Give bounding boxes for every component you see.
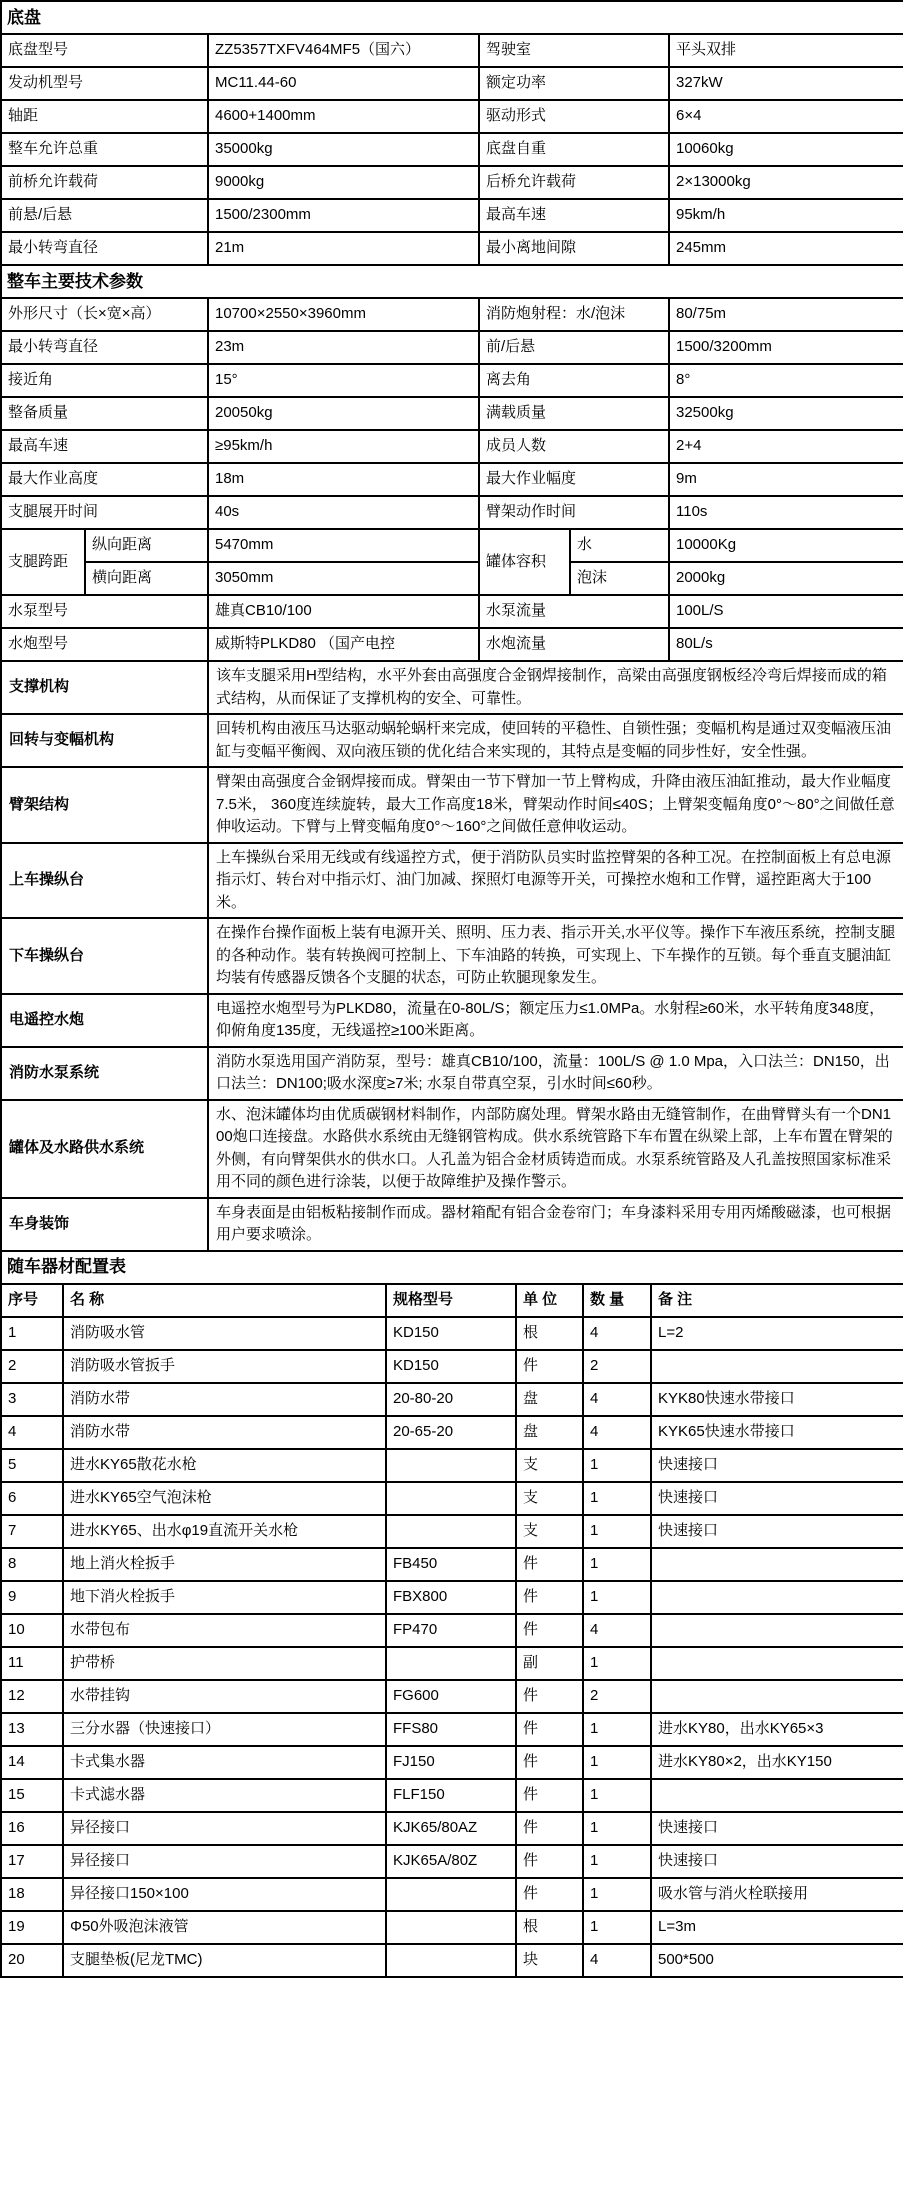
spec-value: 40s <box>208 496 479 529</box>
eq-note <box>651 1548 903 1581</box>
equipment-row <box>1 1581 903 1614</box>
spec-label: 后桥允许载荷 <box>479 166 669 199</box>
eq-unit: 支 <box>516 1482 583 1515</box>
spec-row <box>1 331 903 364</box>
section-header-chassis <box>1 1 903 34</box>
spec-value: 5470mm <box>208 529 479 562</box>
equipment-row <box>1 1449 903 1482</box>
eq-unit: 副 <box>516 1647 583 1680</box>
spec-label: 最大作业高度 <box>1 463 208 496</box>
spec-sublabel: 泡沫 <box>570 562 669 595</box>
eq-no: 9 <box>1 1581 63 1614</box>
spec-value: 雄真CB10/100 <box>208 595 479 628</box>
equipment-row <box>1 1515 903 1548</box>
eq-note: 快速接口 <box>651 1482 903 1515</box>
eq-name: 地下消火栓扳手 <box>63 1581 386 1614</box>
spec-row <box>1 463 903 496</box>
col-header-no: 序号 <box>1 1284 63 1317</box>
spec-value: 23m <box>208 331 479 364</box>
eq-qty: 2 <box>583 1350 651 1383</box>
spec-label: 水泵流量 <box>479 595 669 628</box>
eq-name: 异径接口 <box>63 1812 386 1845</box>
eq-no: 14 <box>1 1746 63 1779</box>
eq-no: 5 <box>1 1449 63 1482</box>
eq-qty: 4 <box>583 1416 651 1449</box>
eq-no: 6 <box>1 1482 63 1515</box>
eq-no: 2 <box>1 1350 63 1383</box>
spec-label: 臂架动作时间 <box>479 496 669 529</box>
feature-label: 支撑机构 <box>1 661 208 714</box>
eq-qty: 1 <box>583 1482 651 1515</box>
eq-note: 进水KY80，出水KY65×3 <box>651 1713 903 1746</box>
spec-row <box>1 133 903 166</box>
equipment-row <box>1 1779 903 1812</box>
spec-label: 消防炮射程：水/泡沫 <box>479 298 669 331</box>
eq-qty: 1 <box>583 1713 651 1746</box>
feature-row <box>1 714 903 767</box>
spec-label: 水炮型号 <box>1 628 208 661</box>
spec-value: ≥95km/h <box>208 430 479 463</box>
spec-value: 95km/h <box>669 199 903 232</box>
equipment-row <box>1 1548 903 1581</box>
spec-label: 满载质量 <box>479 397 669 430</box>
eq-note: KYK80快速水带接口 <box>651 1383 903 1416</box>
equipment-row <box>1 1713 903 1746</box>
feature-label: 电遥控水炮 <box>1 994 208 1047</box>
feature-row <box>1 918 903 994</box>
eq-no: 4 <box>1 1416 63 1449</box>
spec-row <box>1 100 903 133</box>
pump-table <box>0 594 903 662</box>
feature-label: 罐体及水路供水系统 <box>1 1100 208 1198</box>
eq-no: 12 <box>1 1680 63 1713</box>
eq-name: 支腿垫板(尼龙TMC) <box>63 1944 386 1977</box>
eq-name: 消防水带 <box>63 1416 386 1449</box>
eq-name: 消防吸水管 <box>63 1317 386 1350</box>
eq-unit: 件 <box>516 1548 583 1581</box>
feature-text: 在操作台操作面板上装有电源开关、照明、压力表、指示开关,水平仪等。操作下车液压系统，控制支腿的各种动作。装有转换阀可控制上、下车油路的转换，可实现上、下车操作的互锁。每个垂直支腿油缸均装有传感器反馈各个支腿的状态，可防止软腿现象发生。 <box>208 918 903 994</box>
eq-spec: FJ150 <box>386 1746 516 1779</box>
spec-value: 21m <box>208 232 479 265</box>
equipment-row <box>1 1746 903 1779</box>
eq-name: 异径接口 <box>63 1845 386 1878</box>
spec-row <box>1 562 903 595</box>
eq-no: 16 <box>1 1812 63 1845</box>
equipment-row <box>1 1383 903 1416</box>
eq-unit: 盘 <box>516 1383 583 1416</box>
section-header-equipment <box>1 1251 903 1284</box>
eq-unit: 件 <box>516 1350 583 1383</box>
feature-label: 上车操纵台 <box>1 843 208 919</box>
eq-qty: 4 <box>583 1383 651 1416</box>
eq-note <box>651 1680 903 1713</box>
eq-spec <box>386 1878 516 1911</box>
eq-spec: FLF150 <box>386 1779 516 1812</box>
spec-value: 1500/2300mm <box>208 199 479 232</box>
eq-name: 地上消火栓扳手 <box>63 1548 386 1581</box>
eq-note: KYK65快速水带接口 <box>651 1416 903 1449</box>
equipment-row <box>1 1911 903 1944</box>
eq-note: 快速接口 <box>651 1812 903 1845</box>
eq-name: 进水KY65散花水枪 <box>63 1449 386 1482</box>
eq-name: 三分水器（快速接口） <box>63 1713 386 1746</box>
spec-label: 支腿展开时间 <box>1 496 208 529</box>
eq-unit: 支 <box>516 1515 583 1548</box>
spec-value: 80L/s <box>669 628 903 661</box>
spec-value: 1500/3200mm <box>669 331 903 364</box>
eq-note: L=2 <box>651 1317 903 1350</box>
eq-qty: 4 <box>583 1317 651 1350</box>
spec-value: 100L/S <box>669 595 903 628</box>
spec-value: 4600+1400mm <box>208 100 479 133</box>
eq-unit: 件 <box>516 1614 583 1647</box>
section-title: 整车主要技术参数 <box>1 265 903 298</box>
eq-note: 快速接口 <box>651 1845 903 1878</box>
eq-spec <box>386 1647 516 1680</box>
eq-spec: FG600 <box>386 1680 516 1713</box>
eq-qty: 1 <box>583 1581 651 1614</box>
eq-note: 500*500 <box>651 1944 903 1977</box>
eq-name: 进水KY65空气泡沫枪 <box>63 1482 386 1515</box>
feature-label: 回转与变幅机构 <box>1 714 208 767</box>
eq-spec <box>386 1944 516 1977</box>
feature-label: 消防水泵系统 <box>1 1047 208 1100</box>
chassis-table <box>0 0 903 266</box>
spec-row <box>1 298 903 331</box>
feature-text: 回转机构由液压马达驱动蜗轮蜗杆来完成，使回转的平稳性、自锁性强；变幅机构是通过双变幅液压油缸与变幅平衡阀、双向液压锁的优化结合来实现的，其特点是变幅的同步性好，安全性强。 <box>208 714 903 767</box>
spec-label: 离去角 <box>479 364 669 397</box>
eq-unit: 件 <box>516 1680 583 1713</box>
col-header-note: 备 注 <box>651 1284 903 1317</box>
eq-qty: 1 <box>583 1548 651 1581</box>
eq-name: 护带桥 <box>63 1647 386 1680</box>
spec-label: 最小转弯直径 <box>1 331 208 364</box>
eq-qty: 1 <box>583 1779 651 1812</box>
spec-label: 整备质量 <box>1 397 208 430</box>
eq-qty: 2 <box>583 1680 651 1713</box>
equipment-row <box>1 1482 903 1515</box>
eq-qty: 1 <box>583 1812 651 1845</box>
equipment-row <box>1 1647 903 1680</box>
spec-value: 10700×2550×3960mm <box>208 298 479 331</box>
spec-value: 10000Kg <box>669 529 903 562</box>
eq-name: 水带包布 <box>63 1614 386 1647</box>
spec-label: 整车允许总重 <box>1 133 208 166</box>
eq-qty: 1 <box>583 1515 651 1548</box>
feature-row <box>1 767 903 843</box>
col-header-unit: 单 位 <box>516 1284 583 1317</box>
col-header-name: 名 称 <box>63 1284 386 1317</box>
eq-no: 1 <box>1 1317 63 1350</box>
feature-text: 水、泡沫罐体均由优质碳钢材料制作，内部防腐处理。臂架水路由无缝管制作，在曲臂臂头有一个DN100炮口连接盘。水路供水系统由无缝钢管构成。供水系统管路下车布置在纵梁上部，上车布置在臂架的外侧，有向臂架供水的供水口。人孔盖为铝合金材质铸造而成。水泵系统管路及人孔盖按照国家标准采用不同的颜色进行涂装，以便于故障维护及操作警示。 <box>208 1100 903 1198</box>
spec-value: 327kW <box>669 67 903 100</box>
feature-text: 消防水泵选用国产消防泵，型号：雄真CB10/100，流量：100L/S @ 1.0 Mpa，入口法兰：DN150，出口法兰：DN100;吸水深度≥7米; 水泵自带真空泵，引水时间≤60秒。 <box>208 1047 903 1100</box>
spec-row <box>1 595 903 628</box>
eq-no: 19 <box>1 1911 63 1944</box>
spec-value: 8° <box>669 364 903 397</box>
spec-label: 水炮流量 <box>479 628 669 661</box>
eq-note: 进水KY80×2，出水KY150 <box>651 1746 903 1779</box>
features-table <box>0 660 903 1252</box>
spec-value: 10060kg <box>669 133 903 166</box>
eq-no: 10 <box>1 1614 63 1647</box>
eq-note: 快速接口 <box>651 1515 903 1548</box>
eq-name: 消防水带 <box>63 1383 386 1416</box>
eq-unit: 件 <box>516 1746 583 1779</box>
equipment-row <box>1 1812 903 1845</box>
spec-label: 最大作业幅度 <box>479 463 669 496</box>
eq-qty: 1 <box>583 1878 651 1911</box>
eq-no: 11 <box>1 1647 63 1680</box>
feature-text: 臂架由高强度合金钢焊接而成。臂架由一节下臂加一节上臂构成，升降由液压油缸推动，最大作业幅度7.5米， 360度连续旋转，最大工作高度18米，臂架动作时间≤40S；上臂架变幅角度0°～80°之间做任意伸收运动。下臂与上臂变幅角度0°～160°之间做任意伸收运动。 <box>208 767 903 843</box>
equipment-row <box>1 1944 903 1977</box>
spec-value: 威斯特PLKD80 （国产电控 <box>208 628 479 661</box>
eq-no: 15 <box>1 1779 63 1812</box>
eq-qty: 1 <box>583 1647 651 1680</box>
spec-label: 成员人数 <box>479 430 669 463</box>
eq-unit: 盘 <box>516 1416 583 1449</box>
section-title: 随车器材配置表 <box>1 1251 903 1284</box>
eq-note <box>651 1350 903 1383</box>
spec-value: 6×4 <box>669 100 903 133</box>
eq-qty: 1 <box>583 1911 651 1944</box>
eq-name: 水带挂钩 <box>63 1680 386 1713</box>
eq-note <box>651 1614 903 1647</box>
equipment-row <box>1 1317 903 1350</box>
spec-label: 最高车速 <box>1 430 208 463</box>
eq-note <box>651 1647 903 1680</box>
spec-label: 前悬/后悬 <box>1 199 208 232</box>
eq-unit: 件 <box>516 1812 583 1845</box>
eq-no: 20 <box>1 1944 63 1977</box>
eq-unit: 根 <box>516 1317 583 1350</box>
feature-row <box>1 843 903 919</box>
spec-label: 额定功率 <box>479 67 669 100</box>
feature-row <box>1 1100 903 1198</box>
eq-spec: KJK65/80AZ <box>386 1812 516 1845</box>
equipment-row <box>1 1350 903 1383</box>
tank-volume-label: 罐体容积 <box>479 529 570 595</box>
spec-label: 驾驶室 <box>479 34 669 67</box>
equipment-row <box>1 1614 903 1647</box>
eq-spec: 20-80-20 <box>386 1383 516 1416</box>
feature-label: 臂架结构 <box>1 767 208 843</box>
eq-spec <box>386 1482 516 1515</box>
spec-value: 2000kg <box>669 562 903 595</box>
eq-spec: KD150 <box>386 1350 516 1383</box>
spec-value: 9m <box>669 463 903 496</box>
spec-row <box>1 529 903 562</box>
spec-row <box>1 496 903 529</box>
eq-no: 17 <box>1 1845 63 1878</box>
eq-qty: 1 <box>583 1746 651 1779</box>
spec-label: 最小离地间隙 <box>479 232 669 265</box>
spec-label: 接近角 <box>1 364 208 397</box>
eq-spec: FP470 <box>386 1614 516 1647</box>
eq-unit: 件 <box>516 1581 583 1614</box>
feature-text: 上车操纵台采用无线或有线遥控方式，便于消防队员实时监控臂架的各种工况。在控制面板上有总电源指示灯、转台对中指示灯、油门加减、探照灯电源等开关，可操控水炮和工作臂，遥控距离大于100米。 <box>208 843 903 919</box>
spec-value: 110s <box>669 496 903 529</box>
eq-name: 卡式集水器 <box>63 1746 386 1779</box>
eq-no: 7 <box>1 1515 63 1548</box>
spec-row <box>1 628 903 661</box>
spec-sublabel: 纵向距离 <box>85 529 208 562</box>
eq-spec: KD150 <box>386 1317 516 1350</box>
eq-spec: FFS80 <box>386 1713 516 1746</box>
spec-label: 底盘自重 <box>479 133 669 166</box>
eq-name: Φ50外吸泡沫液管 <box>63 1911 386 1944</box>
spec-value: 35000kg <box>208 133 479 166</box>
equipment-row <box>1 1845 903 1878</box>
eq-no: 3 <box>1 1383 63 1416</box>
eq-qty: 4 <box>583 1944 651 1977</box>
spec-row <box>1 364 903 397</box>
spec-value: 20050kg <box>208 397 479 430</box>
spec-value: 18m <box>208 463 479 496</box>
eq-name: 异径接口150×100 <box>63 1878 386 1911</box>
eq-qty: 4 <box>583 1614 651 1647</box>
section-header-params <box>1 265 903 298</box>
section-title: 底盘 <box>1 1 903 34</box>
eq-name: 卡式滤水器 <box>63 1779 386 1812</box>
spec-label: 最高车速 <box>479 199 669 232</box>
spec-label: 底盘型号 <box>1 34 208 67</box>
eq-unit: 块 <box>516 1944 583 1977</box>
spec-value: MC11.44-60 <box>208 67 479 100</box>
feature-label: 车身装饰 <box>1 1198 208 1251</box>
spec-label: 驱动形式 <box>479 100 669 133</box>
eq-spec <box>386 1911 516 1944</box>
eq-note <box>651 1779 903 1812</box>
spec-value: 80/75m <box>669 298 903 331</box>
feature-text: 该车支腿采用H型结构，水平外套由高强度合金钢焊接制作，高梁由高强度钢板经冷弯后焊接而成的箱式结构，从而保证了支撑机构的安全、可靠性。 <box>208 661 903 714</box>
spec-sublabel: 横向距离 <box>85 562 208 595</box>
eq-unit: 支 <box>516 1449 583 1482</box>
feature-row <box>1 661 903 714</box>
spec-row <box>1 34 903 67</box>
spec-label: 最小转弯直径 <box>1 232 208 265</box>
eq-unit: 件 <box>516 1845 583 1878</box>
feature-text: 车身表面是由铝板粘接制作而成。器材箱配有铝合金卷帘门；车身漆料采用专用丙烯酸磁漆，也可根据用户要求喷涂。 <box>208 1198 903 1251</box>
eq-note: L=3m <box>651 1911 903 1944</box>
eq-spec: KJK65A/80Z <box>386 1845 516 1878</box>
feature-text: 电遥控水炮型号为PLKD80，流量在0-80L/S；额定压力≤1.0MPa。水射程≥60米，水平转角度348度，仰俯角度135度，无线遥控≥100米距离。 <box>208 994 903 1047</box>
eq-note: 吸水管与消火栓联接用 <box>651 1878 903 1911</box>
equipment-table <box>0 1250 903 1978</box>
eq-unit: 件 <box>516 1713 583 1746</box>
outrigger-span-label: 支腿跨距 <box>1 529 85 595</box>
eq-name: 消防吸水管扳手 <box>63 1350 386 1383</box>
eq-no: 13 <box>1 1713 63 1746</box>
spec-value: 15° <box>208 364 479 397</box>
eq-spec <box>386 1449 516 1482</box>
eq-spec: 20-65-20 <box>386 1416 516 1449</box>
spec-value: 平头双排 <box>669 34 903 67</box>
equipment-row <box>1 1878 903 1911</box>
feature-label: 下车操纵台 <box>1 918 208 994</box>
spec-row <box>1 199 903 232</box>
col-header-spec: 规格型号 <box>386 1284 516 1317</box>
eq-spec: FBX800 <box>386 1581 516 1614</box>
eq-unit: 根 <box>516 1911 583 1944</box>
spec-value: 9000kg <box>208 166 479 199</box>
params-table <box>0 264 903 530</box>
eq-no: 18 <box>1 1878 63 1911</box>
eq-spec <box>386 1515 516 1548</box>
equipment-row <box>1 1416 903 1449</box>
equipment-row <box>1 1680 903 1713</box>
col-header-qty: 数 量 <box>583 1284 651 1317</box>
spec-row <box>1 166 903 199</box>
feature-row <box>1 1047 903 1100</box>
spec-row <box>1 397 903 430</box>
spec-label: 发动机型号 <box>1 67 208 100</box>
spec-value: 2+4 <box>669 430 903 463</box>
spec-value: 32500kg <box>669 397 903 430</box>
spec-label: 前/后悬 <box>479 331 669 364</box>
spec-label: 外形尺寸（长×宽×高） <box>1 298 208 331</box>
spec-label: 轴距 <box>1 100 208 133</box>
eq-no: 8 <box>1 1548 63 1581</box>
eq-qty: 1 <box>583 1449 651 1482</box>
spec-row <box>1 232 903 265</box>
outrigger-tank-table <box>0 528 903 596</box>
spec-value: 2×13000kg <box>669 166 903 199</box>
equipment-header-row <box>1 1284 903 1317</box>
spec-value: ZZ5357TXFV464MF5（国六） <box>208 34 479 67</box>
eq-qty: 1 <box>583 1845 651 1878</box>
spec-value: 3050mm <box>208 562 479 595</box>
feature-row <box>1 994 903 1047</box>
eq-spec: FB450 <box>386 1548 516 1581</box>
spec-label: 水泵型号 <box>1 595 208 628</box>
eq-unit: 件 <box>516 1779 583 1812</box>
spec-value: 245mm <box>669 232 903 265</box>
spec-row <box>1 430 903 463</box>
spec-sublabel: 水 <box>570 529 669 562</box>
spec-row <box>1 67 903 100</box>
eq-note <box>651 1581 903 1614</box>
eq-unit: 件 <box>516 1878 583 1911</box>
spec-label: 前桥允许载荷 <box>1 166 208 199</box>
eq-name: 进水KY65、出水φ19直流开关水枪 <box>63 1515 386 1548</box>
feature-row <box>1 1198 903 1251</box>
eq-note: 快速接口 <box>651 1449 903 1482</box>
